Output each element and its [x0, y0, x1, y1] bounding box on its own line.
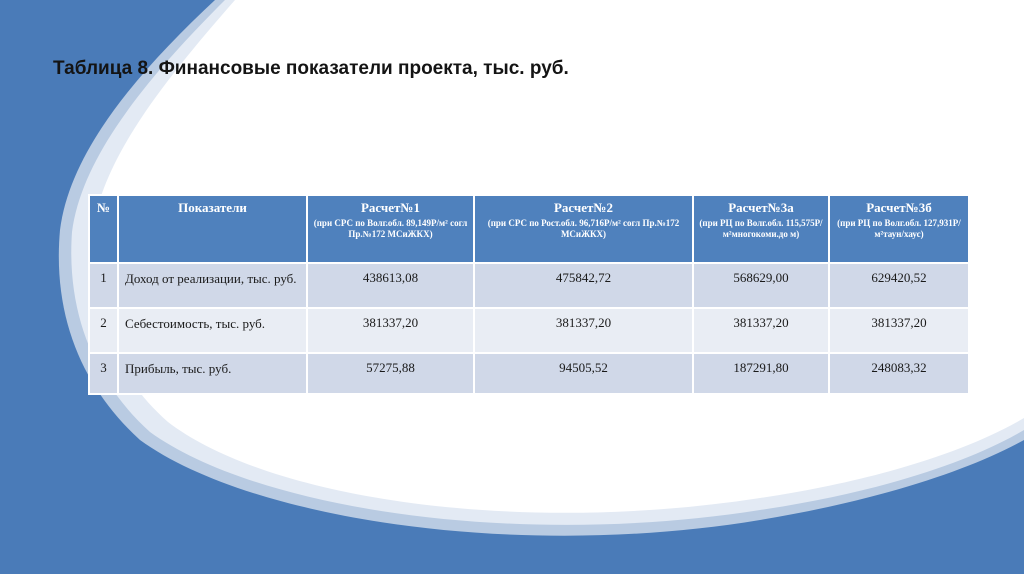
row-value: 248083,32 — [829, 353, 969, 394]
header-sub: (при РЦ по Волг.обл. 127,931Р/м²таун/хаус) — [837, 218, 961, 239]
table-header-row — [89, 195, 969, 263]
row-number: 1 — [89, 263, 118, 308]
row-value: 381337,20 — [474, 308, 693, 353]
row-value: 94505,52 — [474, 353, 693, 394]
row-label: Доход от реализации, тыс. руб. — [118, 263, 307, 308]
header-main: Показатели — [178, 200, 247, 215]
header-sub: (при СРС по Волг.обл. 89,149Р/м² согл Пр.№172 МСиЖКХ) — [313, 218, 468, 239]
header-number — [89, 195, 118, 263]
row-value: 187291,80 — [693, 353, 829, 394]
header-main: Расчет№3б — [866, 200, 932, 215]
header-indicators — [118, 195, 307, 263]
header-calc-3a — [693, 195, 829, 263]
row-value: 57275,88 — [307, 353, 474, 394]
table-row — [89, 353, 969, 394]
row-label: Себестоимость, тыс. руб. — [118, 308, 307, 353]
row-value: 438613,08 — [307, 263, 474, 308]
row-value: 381337,20 — [693, 308, 829, 353]
header-main: № — [96, 200, 111, 215]
row-number: 3 — [89, 353, 118, 394]
header-main: Расчет№1 — [360, 200, 420, 215]
header-main: Расчет№3а — [728, 200, 794, 215]
header-sub: (при РЦ по Волг.обл. 115,575Р/м²многокоми.до м) — [699, 218, 823, 239]
row-value: 381337,20 — [307, 308, 474, 353]
row-number: 2 — [89, 308, 118, 353]
table-row — [89, 263, 969, 308]
row-value: 381337,20 — [829, 308, 969, 353]
row-value: 568629,00 — [693, 263, 829, 308]
page-title: Таблица 8. Финансовые показатели проекта, тыс. руб. — [53, 58, 569, 79]
table-row — [89, 308, 969, 353]
header-calc-1 — [307, 195, 474, 263]
row-value: 475842,72 — [474, 263, 693, 308]
header-calc-3b — [829, 195, 969, 263]
row-label: Прибыль, тыс. руб. — [118, 353, 307, 394]
header-calc-2 — [474, 195, 693, 263]
row-value: 629420,52 — [829, 263, 969, 308]
financial-table — [88, 194, 970, 395]
header-main: Расчет№2 — [553, 200, 613, 215]
header-sub: (при СРС по Рост.обл. 96,716Р/м² согл Пр.№172 МСиЖКХ) — [487, 218, 680, 239]
